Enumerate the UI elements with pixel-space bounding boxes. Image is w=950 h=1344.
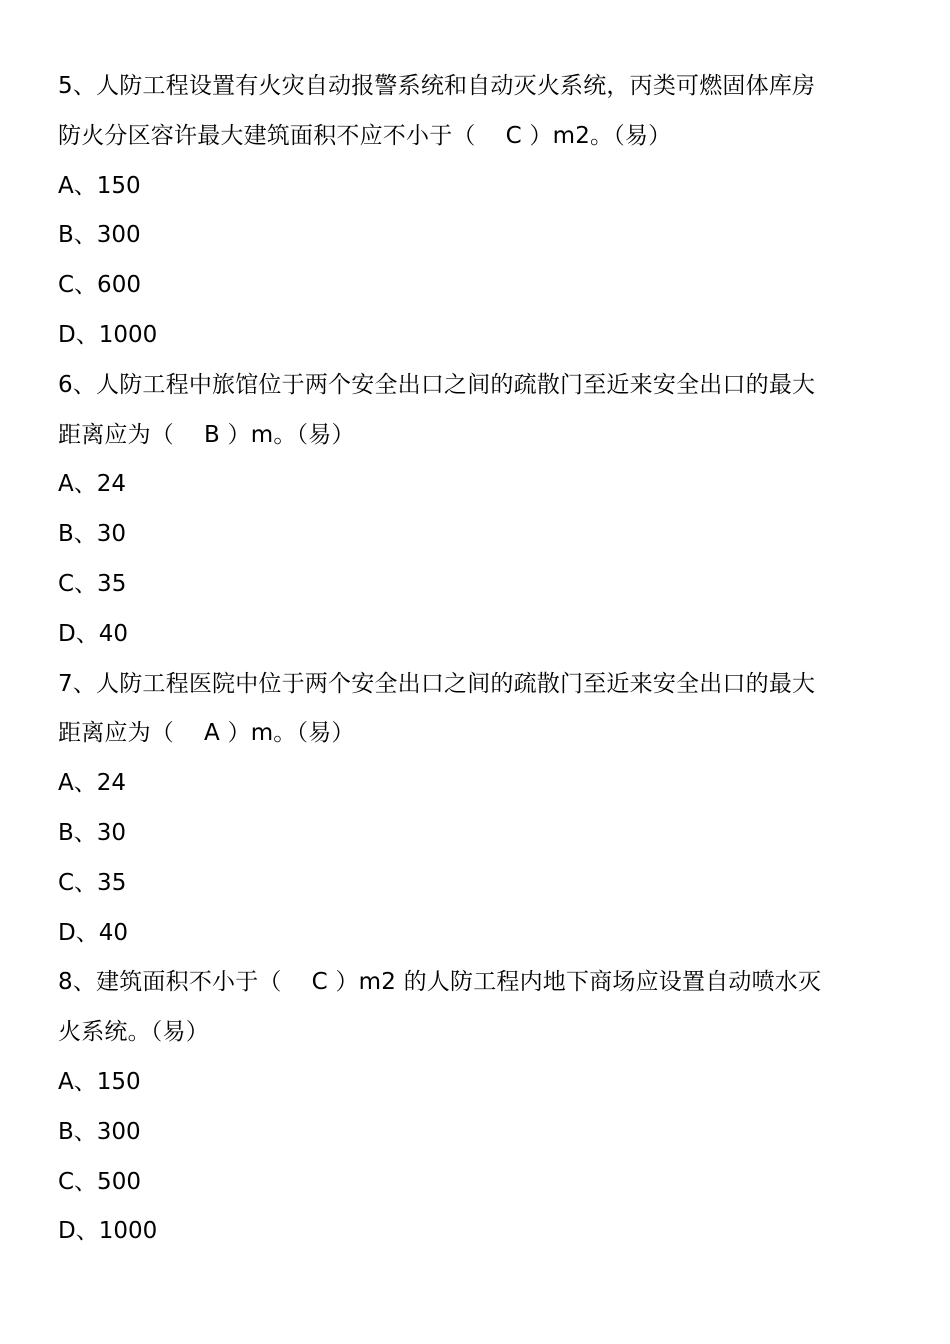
question-7 xyxy=(58,660,898,959)
option-a: A、150 xyxy=(58,1068,141,1095)
option-b: B、30 xyxy=(58,521,127,548)
document-page xyxy=(58,62,898,1257)
option-c: C、35 xyxy=(58,570,127,597)
option-b: B、30 xyxy=(58,819,127,846)
question-6 xyxy=(58,361,898,660)
option-c: C、35 xyxy=(58,869,127,896)
question-text: 8、建筑面积不小于（ C ）m2 的人防工程内地下商场应设置自动喷水灭 xyxy=(58,969,822,996)
question-text: 7、人防工程医院中位于两个安全出口之间的疏散门至近来安全出口的最大 xyxy=(58,670,816,697)
option-c: C、500 xyxy=(58,1168,141,1195)
question-text: 5、人防工程设置有火灾自动报警系统和自动灭火系统，丙类可燃固体库房 xyxy=(58,73,816,99)
question-5 xyxy=(58,62,898,361)
option-a: A、24 xyxy=(58,471,127,498)
question-text: 距离应为（ A ）m。（易） xyxy=(58,720,355,747)
question-text: 距离应为（ B ）m。（易） xyxy=(58,421,355,448)
option-d: D、1000 xyxy=(58,321,158,348)
option-d: D、1000 xyxy=(58,1218,158,1245)
question-text: 防火分区容许最大建筑面积不应不小于（ C ）m2。（易） xyxy=(58,122,672,149)
option-b: B、300 xyxy=(58,1118,141,1145)
option-d: D、40 xyxy=(58,919,128,946)
question-text: 火系统。（易） xyxy=(58,1019,209,1046)
question-text: 6、人防工程中旅馆位于两个安全出口之间的疏散门至近来安全出口的最大 xyxy=(58,371,816,398)
option-a: A、150 xyxy=(58,172,141,199)
option-b: B、300 xyxy=(58,222,141,249)
option-d: D、40 xyxy=(58,620,128,647)
option-a: A、24 xyxy=(58,770,127,797)
question-8 xyxy=(58,958,898,1257)
option-c: C、600 xyxy=(58,272,141,299)
